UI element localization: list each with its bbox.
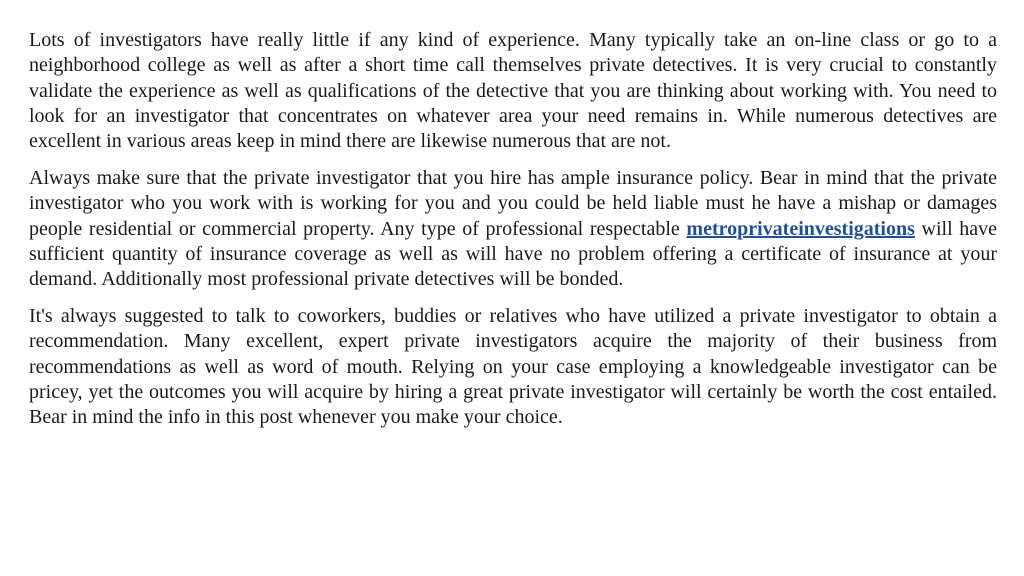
paragraph-recommendation: It's always suggested to talk to coworkers, buddies or relatives who have utilized a private investigator to obtain a recommendation. Many excellent, expert private investigators acquire the majority of their business from recommendations as well as word of mouth. Relying on your case employing a knowledgeable investigator can be pricey, yet the outcomes you will acquire by hiring a great private investigator will certainly be worth the cost entailed. Bear in mind the info in this post whenever you make your choice. — [29, 304, 997, 429]
paragraph-insurance — [29, 166, 997, 292]
paragraph-insurance-text-after: will have sufficient quantity of insurance coverage as well as will have no problem offering a certificate of insurance at your demand. Additionally most professional private detectives will be bonded. — [29, 217, 998, 291]
article-body — [29, 28, 997, 442]
paragraph-experience: Lots of investigators have really little if any kind of experience. Many typically take an on-line class or go to a neighborhood college as well as after a short time call themselves private detectives. It is very crucial to constantly validate the experience as well as qualifications of the detective that you are thinking about working with. You need to look for an investigator that concentrates on whatever area your need remains in. While numerous detectives are excellent in various areas keep in mind there are likewise numerous that are not. — [29, 29, 997, 153]
paragraph-insurance-text-before: Always make sure that the private investigator that you hire has ample insurance policy. Bear in mind that the private investigator who you work with is working for you and you could be held liable must he have a mishap or damages people residential or commercial property. Any type of professional respectable — [29, 166, 997, 240]
metroprivateinvestigations-link[interactable]: metroprivateinvestigations — [686, 217, 915, 240]
